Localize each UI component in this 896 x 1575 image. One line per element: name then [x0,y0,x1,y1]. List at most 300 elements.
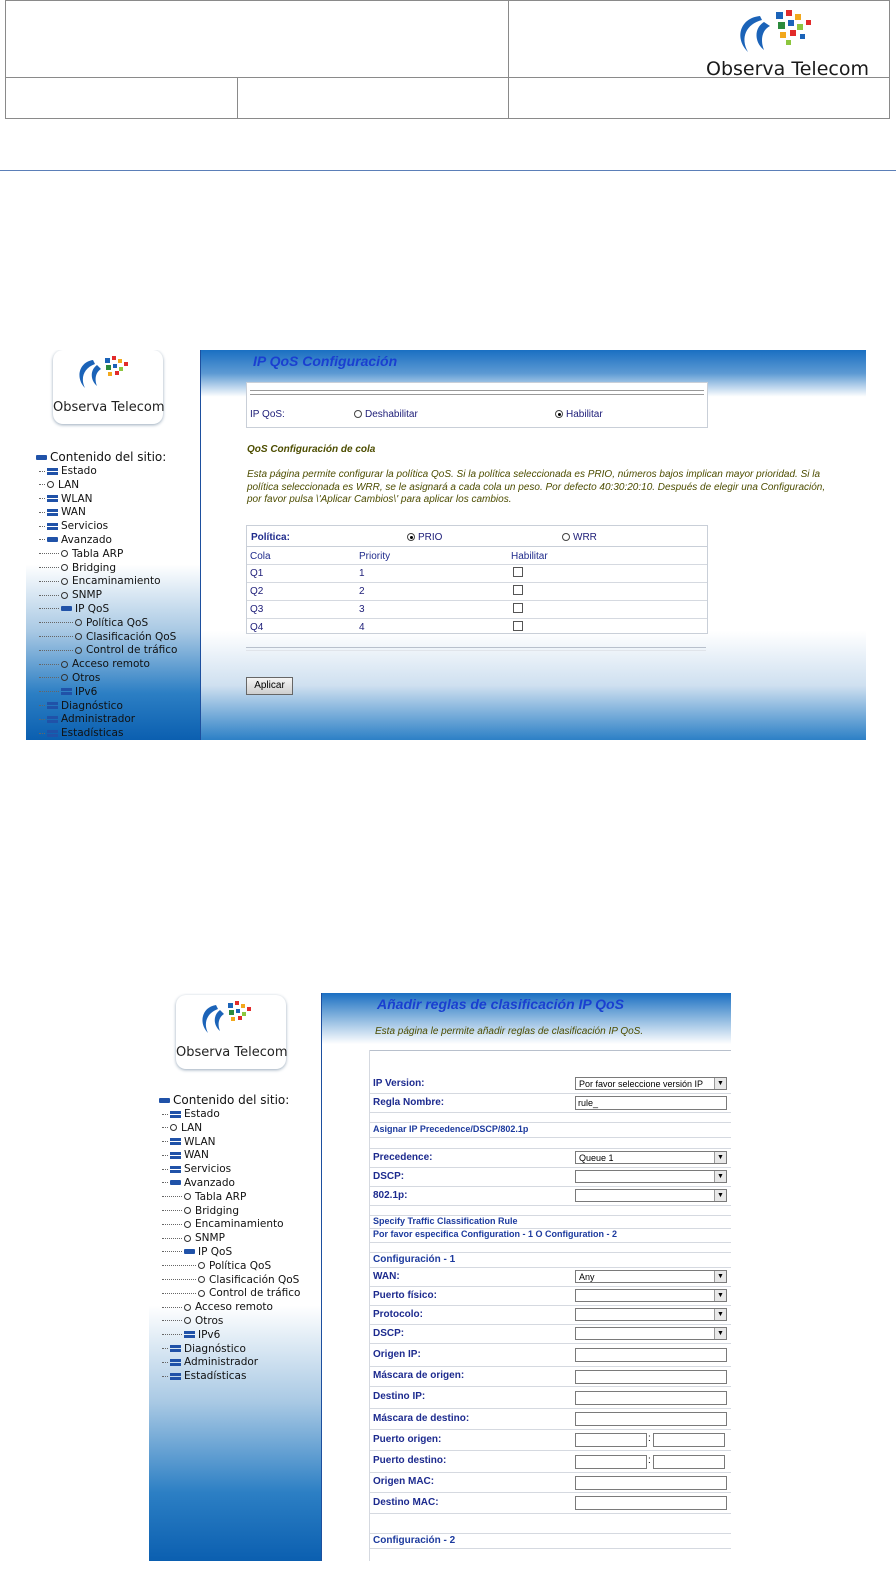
queue-name: Q1 [250,568,264,579]
form-row-config2-heading [370,1533,731,1549]
queue-priority: 1 [359,568,365,579]
tree-item-contenido-del-sitio-[interactable] [159,1092,300,1108]
header-cell-3 [509,78,890,119]
form-row-specify-line1 [370,1215,731,1229]
page-title: IP QoS Configuración [253,353,398,369]
tree-connector [162,1265,196,1266]
tree-item-ipv6[interactable] [36,686,177,700]
tree-connector [162,1210,182,1211]
ipqos-enable-option[interactable] [555,409,603,420]
src-port-start-input[interactable] [575,1433,647,1447]
wrr-label: WRR [573,532,597,543]
tree-item-label: IP QoS [198,1245,233,1258]
tree-connector [162,1376,168,1377]
main-panel [201,350,866,740]
src-mask-input[interactable] [575,1370,727,1384]
tree-item-label: WAN [61,506,86,519]
tree-connector [162,1141,168,1142]
tree-item-encaminamiento[interactable] [36,575,177,589]
tree-connector [39,484,45,485]
ipqos-box [246,382,708,428]
field-label: Puerto físico: [373,1290,437,1301]
radio-enable[interactable] [555,410,563,418]
tree-item-label: Encaminamiento [72,575,161,588]
circle-icon [198,1290,205,1297]
circle-icon [75,619,82,626]
tree-connector [162,1251,182,1252]
tree-connector [162,1238,182,1239]
circle-icon [170,1124,177,1131]
queue-config-heading: QoS Configuración de cola [247,444,376,455]
column-header: Habilitar [511,551,548,562]
ipqos-disable-option[interactable] [354,409,418,420]
form-row-ip-version-label [370,1074,731,1094]
minus-folder-icon [47,537,58,542]
form-row-assign-heading [370,1122,731,1138]
header-cell-2 [238,78,509,119]
minus-folder-icon [159,1098,170,1103]
dst-port-end-input[interactable] [653,1455,725,1469]
row-divider [247,600,707,601]
tree-item-clasificación-qos[interactable] [159,1274,300,1288]
circle-icon [61,564,68,571]
site-tree [36,449,177,740]
tree-item-administrador[interactable] [159,1356,300,1370]
tree-item-política-qos[interactable] [159,1260,300,1274]
field-label: Destino IP: [373,1391,426,1402]
tree-item-label: Bridging [195,1204,240,1217]
tree-connector [162,1196,182,1197]
sidebar [26,350,201,740]
plus-folder-icon [170,1152,181,1159]
tree-item-label: Acceso remoto [195,1301,273,1314]
minus-folder-icon [170,1180,181,1185]
form-row-src-mask-label [370,1366,731,1387]
plus-folder-icon [47,509,58,516]
tree-connector [162,1182,168,1183]
form-row-dscp2-label [370,1324,731,1344]
tree-item-label: WLAN [184,1135,216,1148]
tree-item-estadísticas[interactable] [36,727,177,740]
tree-connector [39,581,59,582]
form-row-dst-mac-label [370,1492,731,1514]
field-label: Puerto destino: [373,1455,447,1466]
tree-connector [162,1127,168,1128]
section-heading: Por favor especifica Configuration - 1 O Configuration - 2 [373,1229,618,1239]
form-row-dst-mask-label [370,1408,731,1430]
tree-item-label: SNMP [195,1232,225,1245]
section-heading: Configuración - 1 [373,1254,456,1265]
tree-connector [39,705,45,706]
tree-item-ip-qos[interactable] [36,603,177,617]
tree-connector [162,1293,196,1294]
queue-priority: 2 [359,586,365,597]
tree-item-label: Contenido del sitio: [173,1093,290,1107]
circle-icon [75,633,82,640]
plus-folder-icon [47,702,58,709]
plus-folder-icon [170,1166,181,1173]
tree-item-control-de-tráfico[interactable] [36,644,177,658]
radio-prio[interactable] [407,533,415,541]
tree-item-tabla-arp[interactable] [159,1191,300,1205]
tree-item-label: Contenido del sitio: [50,450,167,464]
tree-item-avanzado[interactable] [36,534,177,548]
src-ip-input[interactable] [575,1348,727,1362]
tree-connector [39,512,45,513]
tree-item-label: Avanzado [61,533,112,546]
phys-port-select[interactable] [575,1289,727,1302]
form-row-dot1p-label [370,1186,731,1206]
circle-icon [184,1193,191,1200]
tree-connector [162,1307,182,1308]
tree-item-label: WAN [184,1149,209,1162]
tree-item-snmp[interactable] [36,589,177,603]
dst-ip-input[interactable] [575,1391,727,1405]
field-label: DSCP: [373,1328,405,1339]
circle-icon [61,550,68,557]
tree-item-label: Otros [195,1314,224,1327]
tree-item-label: Estadísticas [61,727,124,740]
tree-item-estadísticas[interactable] [159,1370,300,1384]
tree-item-política-qos[interactable] [36,617,177,631]
tree-item-label: Otros [72,671,101,684]
form-row-src-mac-label [370,1472,731,1493]
circle-icon [198,1276,205,1283]
queue-enable-checkbox[interactable] [513,585,523,595]
separator [250,390,704,395]
form-row-wan-label [370,1267,731,1287]
src-port-end-input[interactable] [653,1433,725,1447]
dst-mask-input[interactable] [575,1412,727,1426]
tree-item-label: Control de tráfico [209,1287,301,1300]
tree-item-ip-qos[interactable] [159,1246,300,1260]
tree-item-label: Acceso remoto [72,658,150,671]
chevron-down-icon[interactable]: ▼ [714,1328,726,1339]
tree-item-wan[interactable] [159,1149,300,1163]
chevron-down-icon[interactable]: ▼ [714,1190,726,1201]
form-row-config1-heading [370,1252,731,1268]
tree-item-label: Estadísticas [184,1370,247,1383]
tree-item-administrador[interactable] [36,713,177,727]
circle-icon [198,1262,205,1269]
dot1p-select[interactable] [575,1189,727,1202]
tree-item-lan[interactable] [159,1122,300,1136]
tree-connector [39,622,73,623]
tree-connector [39,526,45,527]
chevron-down-icon[interactable]: ▼ [714,1152,726,1163]
logo-text: Observa Telecom [706,58,869,80]
tree-connector [162,1279,196,1280]
logo-text: Observa Telecom [53,400,165,415]
form-row-phys-port-label [370,1286,731,1306]
select-value: Any [579,1272,595,1282]
page-title: Añadir reglas de clasificación IP QoS [377,996,624,1012]
tree-connector [39,553,59,554]
rules-form [369,1050,731,1561]
range-separator: : [648,1433,651,1444]
tree-item-tabla-arp[interactable] [36,548,177,562]
tree-item-diagnóstico[interactable] [159,1343,300,1357]
circle-icon [184,1207,191,1214]
tree-connector [39,539,45,540]
tree-connector [39,677,59,678]
sidebar [149,993,322,1561]
circle-icon [184,1235,191,1242]
tree-item-estado[interactable] [159,1108,300,1122]
tree-connector [162,1114,168,1115]
prio-label: PRIO [418,532,443,543]
form-row-rule-name-label [370,1093,731,1113]
minus-folder-icon [36,455,47,460]
plus-folder-icon [47,730,58,737]
tree-item-label: Clasificación QoS [209,1273,300,1286]
tree-item-label: Política QoS [86,616,149,629]
tree-connector [39,636,73,637]
row-divider [247,618,707,619]
sidebar-logo [53,350,163,424]
circle-icon [184,1304,191,1311]
page-subtitle: Esta página le permite añadir reglas de clasificación IP QoS. [375,1026,644,1037]
plus-folder-icon [184,1331,195,1338]
observa-telecom-logo [700,8,870,80]
column-header: Cola [250,551,271,562]
tree-item-label: Bridging [72,561,117,574]
apply-button[interactable]: Aplicar [246,677,293,695]
header-cell-1 [6,78,238,119]
tree-item-ipv6[interactable] [159,1329,300,1343]
chevron-down-icon[interactable]: ▼ [714,1171,726,1182]
field-label: Puerto origen: [373,1434,442,1445]
disable-label: Deshabilitar [365,409,418,420]
circle-icon [61,592,68,599]
tree-item-wlan[interactable] [159,1136,300,1150]
tree-item-wan[interactable] [36,506,177,520]
form-row-specify-line2 [370,1228,731,1243]
queue-enable-checkbox[interactable] [513,603,523,613]
screenshot-add-classification-rule [149,993,731,1561]
tree-connector [39,471,45,472]
tree-connector [162,1362,168,1363]
tree-item-otros[interactable] [36,672,177,686]
field-label: DSCP: [373,1171,405,1182]
tree-item-servicios[interactable] [159,1163,300,1177]
queue-name: Q4 [250,622,264,633]
section-heading: Asignar IP Precedence/DSCP/802.1p [373,1124,529,1134]
form-spacer-row [370,1513,731,1534]
policy-label: Política: [251,532,290,543]
tree-item-label: Estado [184,1108,220,1120]
rule-name-input[interactable]: rule_ [575,1096,727,1110]
protocol-select[interactable] [575,1308,727,1321]
dscp-select[interactable] [575,1170,727,1183]
form-row-src-port-label [370,1429,731,1451]
tree-item-estado[interactable] [36,465,177,479]
field-label: Máscara de origen: [373,1370,465,1381]
queue-table [246,525,708,634]
enable-label: Habilitar [566,409,603,420]
queue-enable-checkbox[interactable] [513,567,523,577]
range-separator: : [648,1455,651,1466]
ipqos-label: IP QoS: [250,409,285,420]
minus-folder-icon [61,606,72,611]
plus-folder-icon [61,688,72,695]
circle-icon [184,1221,191,1228]
field-label: Protocolo: [373,1309,423,1320]
plus-folder-icon [170,1373,181,1380]
tree-item-label: Clasificación QoS [86,630,177,643]
tree-connector [162,1224,182,1225]
tree-item-label: SNMP [72,589,102,602]
row-divider [247,564,707,565]
select-value: Queue 1 [579,1153,614,1163]
precedence-select[interactable] [575,1151,727,1164]
policy-prio-option[interactable] [407,532,442,543]
field-label: Destino MAC: [373,1497,439,1508]
tree-connector [162,1169,168,1170]
description-text: Esta página permite configurar la política QoS. Si la política seleccionada es PRIO, números bajos implican mayor prioridad. Si la política seleccionada es WRR, se le asignará a cada cola un peso. Por defecto 40:30:20:10. Después de elegir una Configuración, por favor pulsa \'Aplicar Cambios\' para aplicar los cambios. [247,469,826,505]
tree-item-label: Administrador [61,713,136,726]
field-label: IP Version: [373,1078,425,1089]
section-heading: Configuración - 2 [373,1535,456,1546]
divider [0,170,896,171]
column-header: Priority [359,551,391,562]
field-label: Regla Nombre: [373,1097,445,1108]
select-value: Por favor seleccione versión IP [579,1079,704,1089]
tree-item-encaminamiento[interactable] [159,1218,300,1232]
src-mac-input[interactable] [575,1476,727,1490]
dst-mac-input[interactable] [575,1496,727,1510]
field-label: Origen IP: [373,1349,421,1360]
screenshot-ip-qos-config [26,350,866,740]
tree-item-label: IPv6 [198,1328,221,1341]
plus-folder-icon [47,523,58,530]
form-row-src-ip-label [370,1343,731,1367]
tree-item-acceso-remoto[interactable] [159,1301,300,1315]
plus-folder-icon [170,1111,181,1118]
tree-item-label: Tabla ARP [72,547,124,560]
tree-item-label: WLAN [61,492,93,505]
logo-text: Observa Telecom [176,1045,288,1060]
section-heading: Specify Traffic Classification Rule [373,1216,518,1226]
tree-connector [39,650,73,651]
wan-select[interactable] [575,1270,727,1283]
circle-icon [47,481,54,488]
circle-icon [75,647,82,654]
radio-disable[interactable] [354,410,362,418]
tree-item-label: Tabla ARP [195,1190,247,1203]
tree-connector [39,719,45,720]
chevron-down-icon[interactable]: ▼ [714,1271,726,1282]
dst-port-start-input[interactable] [575,1455,647,1469]
tree-item-label: Diagnóstico [184,1342,246,1355]
row-divider [247,546,707,547]
tree-item-bridging[interactable] [159,1205,300,1219]
chevron-down-icon[interactable]: ▼ [714,1309,726,1320]
chevron-down-icon[interactable]: ▼ [714,1078,726,1089]
tree-item-label: Política QoS [209,1259,272,1272]
tree-item-acceso-remoto[interactable] [36,658,177,672]
main-panel [322,993,731,1561]
tree-connector [162,1155,168,1156]
circle-icon [61,661,68,668]
form-row-dst-port-label [370,1450,731,1473]
tree-item-clasificación-qos[interactable] [36,631,177,645]
tree-connector [39,498,45,499]
tree-item-bridging[interactable] [36,562,177,576]
queue-name: Q2 [250,586,264,597]
site-tree [159,1092,300,1384]
tree-item-contenido-del-sitio-[interactable] [36,449,177,465]
form-row-protocol-label [370,1305,731,1325]
plus-folder-icon [47,716,58,723]
tree-item-label: Diagnóstico [61,699,123,712]
tree-item-lan[interactable] [36,479,177,493]
tree-item-label: Encaminamiento [195,1218,284,1231]
queue-name: Q3 [250,604,264,615]
tree-item-label: LAN [181,1121,203,1134]
tree-item-control-de-tráfico[interactable] [159,1287,300,1301]
tree-connector [162,1348,168,1349]
queue-priority: 3 [359,604,365,615]
plus-folder-icon [170,1345,181,1352]
circle-icon [184,1317,191,1324]
tree-connector [39,595,59,596]
minus-folder-icon [184,1249,195,1254]
form-row-dscp-label [370,1167,731,1187]
tree-connector [39,608,59,609]
tree-connector [162,1320,182,1321]
policy-wrr-option[interactable] [562,532,597,543]
globe-logo-icon [700,8,870,58]
tree-item-label: Estado [61,465,97,477]
ip-version-select[interactable] [575,1077,727,1090]
plus-folder-icon [170,1138,181,1145]
tree-connector [39,733,45,734]
tree-connector [39,567,59,568]
queue-priority: 4 [359,622,365,633]
tree-item-label: Servicios [184,1163,232,1176]
tree-connector [162,1334,182,1335]
tree-item-wlan[interactable] [36,493,177,507]
plus-folder-icon [47,468,58,475]
tree-item-snmp[interactable] [159,1232,300,1246]
tree-item-servicios[interactable] [36,520,177,534]
field-label: Origen MAC: [373,1476,435,1487]
separator [246,647,706,651]
field-label: 802.1p: [373,1190,408,1201]
tree-connector [39,691,59,692]
form-row-dst-ip-label [370,1386,731,1409]
row-divider [247,582,707,583]
sidebar-logo [176,995,286,1069]
plus-folder-icon [170,1359,181,1366]
tree-connector [39,664,59,665]
radio-wrr[interactable] [562,533,570,541]
tree-item-label: IPv6 [75,685,98,698]
circle-icon [61,674,68,681]
tree-item-label: Control de tráfico [86,644,178,657]
tree-item-diagnóstico[interactable] [36,700,177,714]
tree-item-label: Avanzado [184,1176,235,1189]
tree-item-label: Servicios [61,520,109,533]
chevron-down-icon[interactable]: ▼ [714,1290,726,1301]
plus-folder-icon [47,495,58,502]
queue-enable-checkbox[interactable] [513,621,523,631]
header-cell-title [6,1,509,78]
tree-item-avanzado[interactable] [159,1177,300,1191]
dscp2-select[interactable] [575,1327,727,1340]
tree-item-otros[interactable] [159,1315,300,1329]
